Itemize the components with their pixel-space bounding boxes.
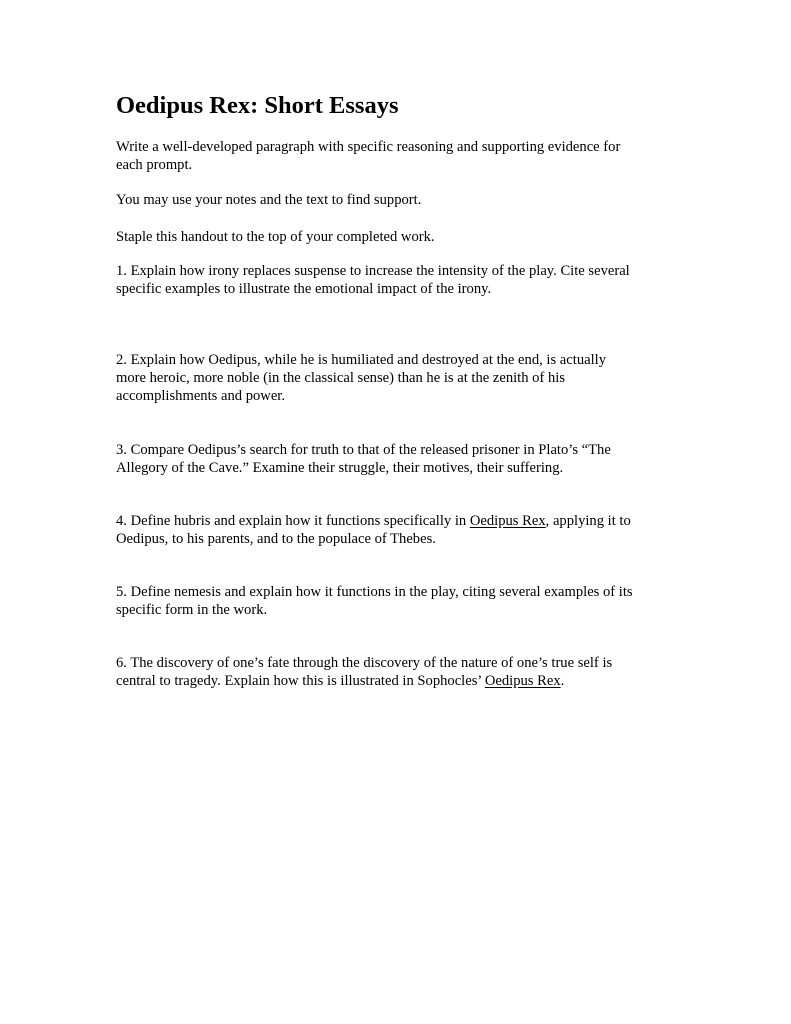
intro-line-1: Write a well-developed paragraph with specific reasoning and supporting evidence for <box>116 139 621 155</box>
work-title-oedipus-rex-2: Oedipus Rex <box>484 673 561 689</box>
prompt-4-line-1-text: 4. Define hubris and explain how it functions specifically in <box>116 513 470 529</box>
prompt-6-line-1: 6. The discovery of one’s fate through the discovery of the nature of one’s true self is <box>116 655 613 671</box>
prompt-3 <box>116 441 722 477</box>
prompt-4-line-1 <box>116 512 722 530</box>
page-title: Oedipus Rex: Short Essays <box>116 92 399 119</box>
prompt-2-line-1: 2. Explain how Oedipus, while he is humiliated and destroyed at the end, is actually <box>116 352 606 368</box>
staple-instruction: Staple this handout to the top of your completed work. <box>116 229 435 245</box>
notes-instruction: You may use your notes and the text to find support. <box>116 192 422 208</box>
prompt-1-line-1: 1. Explain how irony replaces suspense to increase the intensity of the play. Cite several <box>116 263 630 279</box>
prompt-3-line-2: Allegory of the Cave.” Examine their struggle, their motives, their suffering. <box>116 460 564 476</box>
prompt-6 <box>116 654 722 690</box>
intro-instructions <box>116 138 676 174</box>
prompt-1-line-2: specific examples to illustrate the emotional impact of the irony. <box>116 281 492 297</box>
prompt-5 <box>116 583 722 619</box>
work-title-oedipus-rex: Oedipus Rex <box>469 513 546 529</box>
prompt-2-line-3: accomplishments and power. <box>116 388 286 404</box>
intro-line-2: each prompt. <box>116 157 193 173</box>
prompt-2 <box>116 351 722 405</box>
prompt-4-line-1-tail: , applying it to <box>545 513 631 529</box>
prompt-4 <box>116 512 722 548</box>
prompt-6-line-2-text: central to tragedy. Explain how this is illustrated in Sophocles’ <box>116 673 485 689</box>
prompt-1 <box>116 262 722 298</box>
prompt-6-line-2-tail: . <box>560 673 565 689</box>
prompt-5-line-2: specific form in the work. <box>116 602 268 618</box>
prompt-3-line-1: 3. Compare Oedipus’s search for truth to that of the released prisoner in Plato’s “The <box>116 442 611 458</box>
prompt-2-line-2: more heroic, more noble (in the classical sense) than he is at the zenith of his <box>116 370 566 386</box>
prompt-4-line-2: Oedipus, to his parents, and to the populace of Thebes. <box>116 531 436 547</box>
prompt-6-line-2 <box>116 672 722 690</box>
prompt-5-line-1: 5. Define nemesis and explain how it functions in the play, citing several examples of its <box>116 584 633 600</box>
